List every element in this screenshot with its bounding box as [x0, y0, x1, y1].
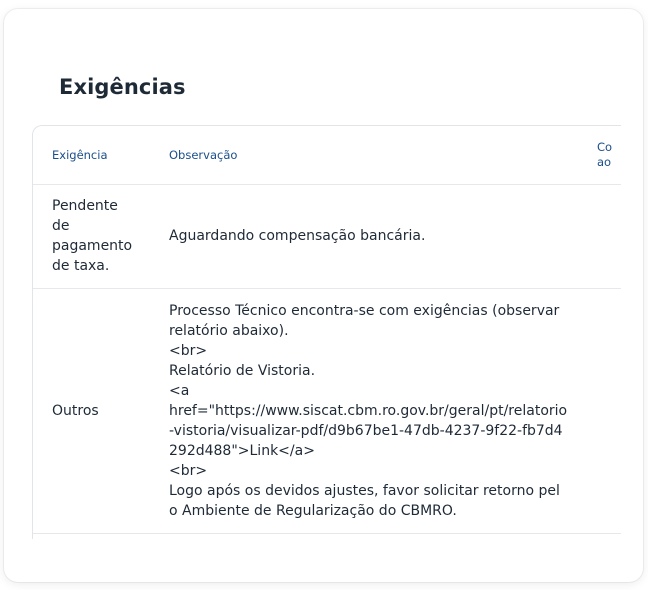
cell-exigencia: Outros: [52, 402, 99, 419]
cell-exigencia: Pendente de pagamento de taxa.: [52, 198, 133, 274]
table-bottom-divider: [37, 533, 617, 534]
cell-col3: [574, 288, 621, 533]
table-header-row: [33, 126, 621, 184]
header-exigencia: Exigência: [52, 147, 108, 162]
exigencias-card: [4, 9, 643, 582]
header-observacao: Observação: [169, 147, 238, 162]
header-col3: [574, 126, 621, 184]
section-title: Exigências: [59, 75, 186, 99]
exigencias-table: [33, 126, 621, 534]
cell-observacao: Processo Técnico encontra-se com exigências (observar relatório abaixo). <br> Relatório de Vistoria. <a href="https://www.siscat.cbm.ro.gov.br/geral/pt/relatorio-vistoria/visualizar-pdf/d9b67be1-47db-4237-9f22-fb7d4292d488">Link</a> <br> Logo após os devidos ajustes, favor solicitar retorno pelo Ambiente de Regularização do CBMRO.: [169, 302, 568, 519]
table-row: [33, 184, 621, 288]
header-col3-label: Co ao: [597, 139, 613, 169]
cell-observacao: Aguardando compensação bancária.: [169, 228, 426, 244]
table-row: [33, 288, 621, 533]
cell-col3: [574, 184, 621, 288]
exigencias-table-scroll[interactable]: [32, 125, 621, 539]
